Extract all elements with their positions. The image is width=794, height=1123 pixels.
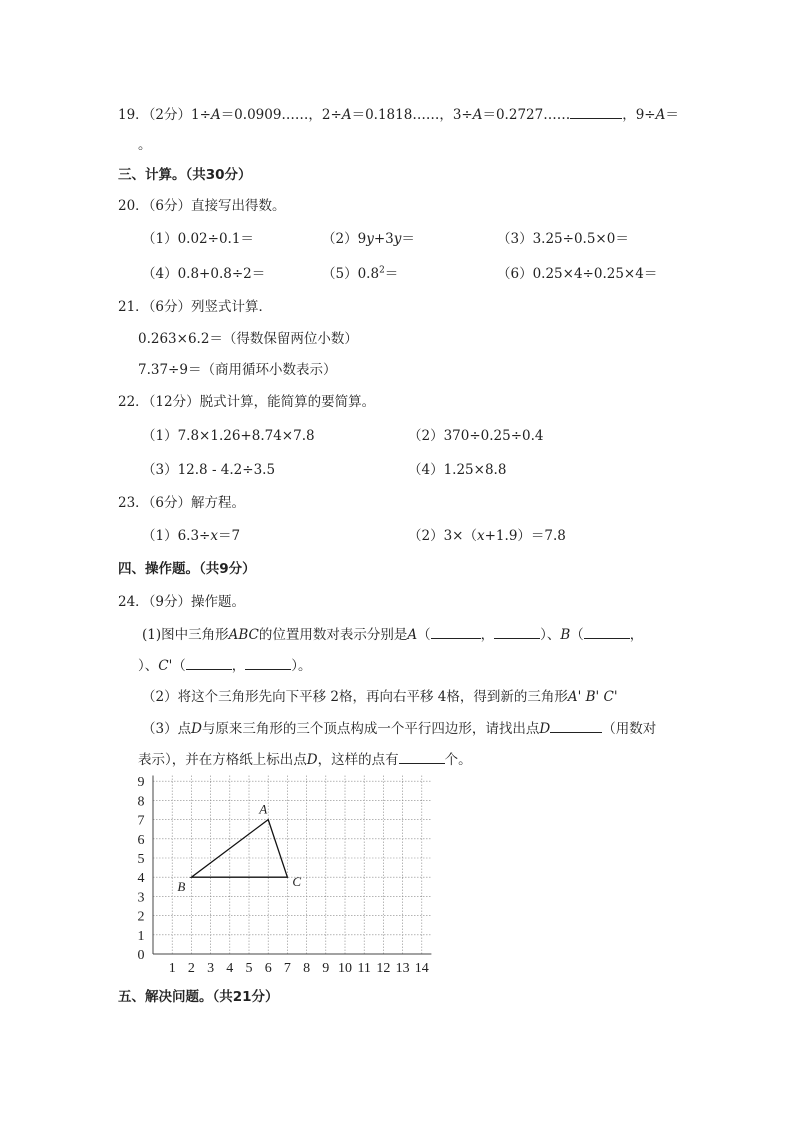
x-tick-label: 10 [338, 961, 352, 976]
x-tick-label: 7 [283, 961, 291, 976]
vertex-label-b: B [177, 879, 186, 895]
q24-part-1-cont: ）、C'（ ， ）。 [138, 658, 312, 674]
y-tick-label: 0 [137, 948, 145, 963]
y-tick-label: 9 [137, 775, 145, 791]
answer-blank[interactable] [431, 625, 481, 639]
question-23-title: 23．（6分）解方程。 [118, 495, 246, 511]
question-24-title: 24．（9分）操作题。 [118, 594, 246, 610]
x-tick-label: 5 [245, 961, 253, 976]
y-tick-label: 2 [137, 909, 145, 925]
q20-item-3: （3）3.25÷0.5×0＝ [497, 231, 629, 247]
vertex-label-c: C [292, 874, 302, 890]
question-21-title: 21．（6分）列竖式计算． [118, 299, 273, 315]
section-5-title: 五、解决问题。（共21分） [118, 989, 279, 1005]
vertex-label-a: A [259, 801, 268, 817]
answer-blank[interactable] [584, 625, 630, 639]
x-tick-label: 8 [303, 961, 311, 976]
x-tick-label: 6 [264, 961, 272, 976]
q23-item-1: （1）6.3÷x＝7 [142, 528, 241, 544]
y-tick-label: 4 [137, 871, 145, 887]
y-tick-label: 1 [137, 928, 145, 944]
section-3-title: 三、计算。（共30分） [118, 167, 252, 183]
q22-item-3: （3）12.8 - 4.2÷3.5 [142, 462, 276, 478]
x-tick-label: 11 [357, 961, 371, 976]
section-4-title: 四、操作题。（共9分） [118, 561, 256, 577]
q21-line-1: 0.263×6.2＝（得数保留两位小数） [138, 331, 358, 347]
question-20-title: 20．（6分）直接写出得数。 [118, 198, 286, 214]
answer-blank[interactable] [186, 656, 232, 670]
q24-part-2: （2）将这个三角形先向下平移 2格，再向右平移 4格，得到新的三角形A' B' C' [142, 689, 618, 705]
q20-item-4: （4）0.8+0.8÷2＝ [142, 266, 266, 282]
answer-blank[interactable] [570, 105, 622, 119]
q20-item-2: （2）9y+3y＝ [322, 231, 415, 247]
y-tick-label: 8 [137, 794, 145, 810]
q23-item-2: （2）3×（x+1.9）＝7.8 [408, 528, 566, 544]
question-19: 19．（2分）1÷A＝0.0909……，2÷A＝0.1818……，3÷A＝0.2727…… ，9÷A＝ [118, 107, 679, 123]
q21-line-2: 7.37÷9＝（商用循环小数表示） [138, 362, 337, 378]
x-tick-label: 9 [322, 961, 330, 976]
q22-item-2: （2）370÷0.25÷0.4 [408, 428, 544, 444]
question-22-title: 22．（12分）脱式计算，能简算的要简算。 [118, 394, 376, 410]
x-tick-label: 2 [187, 961, 195, 976]
q24-part-1: (1)图中三角形ABC的位置用数对表示分别是A（ ， ）、B（ ， [142, 627, 644, 643]
y-tick-label: 5 [137, 852, 145, 867]
y-tick-label: 7 [137, 813, 145, 829]
q24-part-3-cont: 表示），并在方格纸上标出点D，这样的点有 个。 [138, 752, 472, 768]
answer-blank[interactable] [550, 719, 602, 733]
q20-item-6: （6）0.25×4÷0.25×4＝ [497, 266, 658, 282]
answer-blank[interactable] [494, 625, 540, 639]
x-tick-label: 14 [414, 961, 429, 976]
q22-item-4: （4）1.25×8.8 [408, 462, 507, 478]
question-19-line2: 。 [138, 137, 152, 153]
triangle-abc [191, 820, 287, 878]
answer-blank[interactable] [399, 750, 445, 764]
x-tick-label: 4 [226, 961, 234, 976]
q24-part-3: （3）点D与原来三角形的三个顶点构成一个平行四边形，请找出点D （用数对 [142, 721, 657, 737]
y-tick-label: 3 [137, 890, 145, 906]
x-tick-label: 1 [168, 961, 176, 976]
q22-item-1: （1）7.8×1.26+8.74×7.8 [142, 428, 315, 444]
answer-blank[interactable] [245, 656, 291, 670]
y-tick-label: 6 [137, 832, 145, 848]
x-tick-label: 13 [395, 961, 410, 976]
x-tick-label: 12 [376, 961, 391, 976]
q20-item-5: $(5)0.8^2=$ [322, 265, 399, 282]
q20-item-1: （1）0.02÷0.1＝ [142, 231, 254, 247]
x-tick-label: 3 [207, 961, 215, 976]
coordinate-grid-figure [132, 772, 432, 982]
